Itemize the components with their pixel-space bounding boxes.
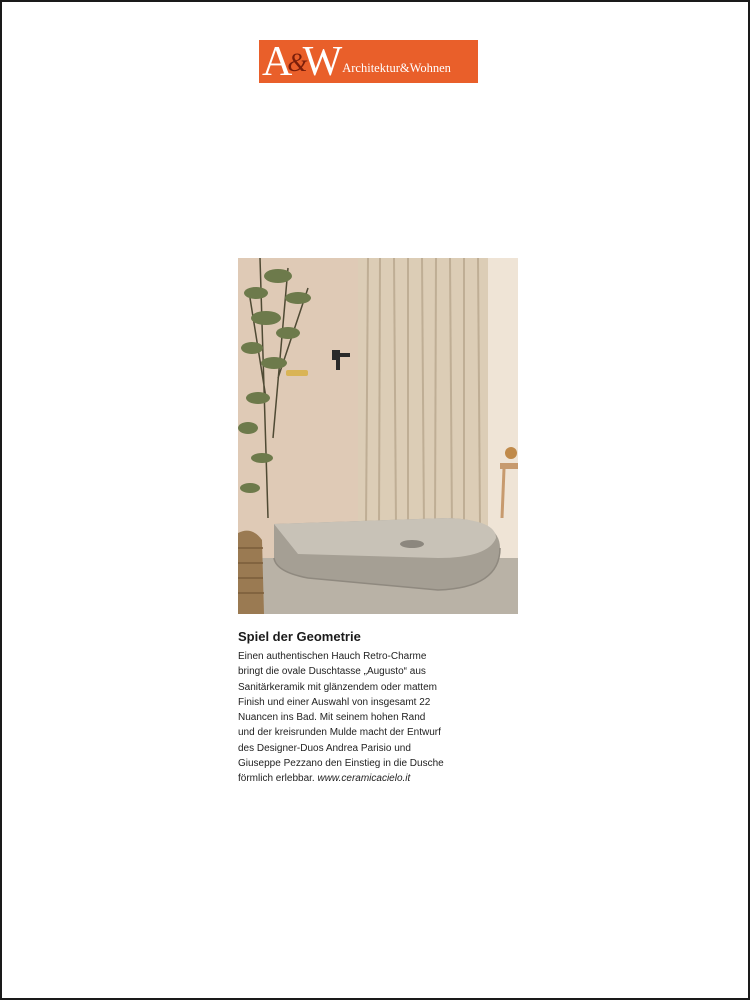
shower-tray-photo: [238, 258, 518, 614]
logo-text: Architektur&Wohnen: [342, 61, 451, 75]
article-line: Nuancen ins Bad. Mit seinem hohen Rand: [238, 712, 426, 724]
article-line: förmlich erlebbar.: [238, 773, 315, 785]
article-title: Spiel der Geometrie: [238, 629, 361, 644]
masthead-logo: [259, 40, 478, 83]
article-line-last: [238, 771, 488, 786]
logo-mark: A&W: [262, 40, 341, 83]
website-link[interactable]: www.ceramicacielo.it: [317, 773, 411, 785]
article-line: Finish und einer Auswahl von insgesamt 22: [238, 696, 431, 708]
article-line: Einen authentischen Hauch Retro-Charme: [238, 651, 427, 662]
article-line: Giuseppe Pezzano den Einstieg in die Dusche: [238, 758, 444, 770]
article-line: Sanitärkeramik mit glänzendem oder mattem: [238, 681, 437, 693]
article-line: bringt die ovale Duschtasse „Augusto“ aus: [238, 666, 426, 678]
article-line: und der kreisrunden Mulde macht der Entwurf: [238, 727, 441, 739]
article-line: des Designer-Duos Andrea Parisio und: [238, 742, 411, 754]
article-body: [238, 649, 488, 787]
